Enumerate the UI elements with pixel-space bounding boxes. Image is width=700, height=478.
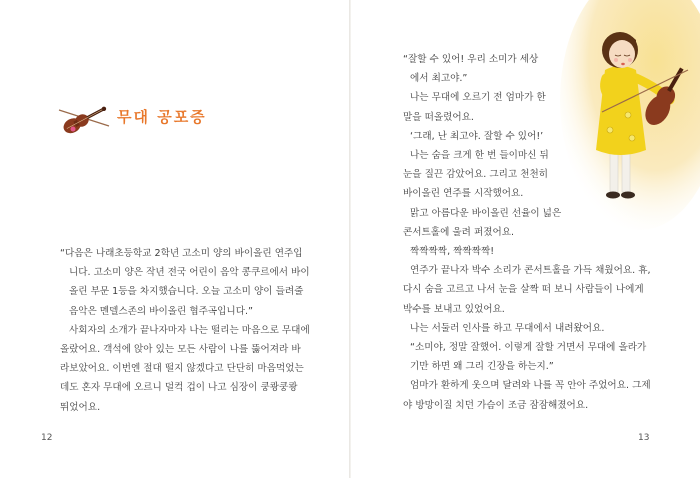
paragraph-line: 짝짝짝짝, 짝짝짝짝! bbox=[410, 246, 495, 258]
paragraph-line: 바이올린 연주를 시작했어요. bbox=[403, 188, 524, 200]
paragraph-line: ‘그래, 난 최고야. 잘할 수 있어!’ bbox=[410, 130, 544, 142]
paragraph-line: 뛰었어요. bbox=[60, 401, 101, 413]
paragraph-line: 기만 하면 왜 그리 긴장을 하는지.” bbox=[410, 361, 554, 373]
paragraph-line: 연주가 끝나자 박수 소리가 콘서트홀을 가득 채웠어요. 휴, bbox=[410, 265, 651, 277]
paragraph-line: 나는 서둘러 인사를 하고 무대에서 내려왔어요. bbox=[410, 322, 605, 334]
paragraph-line: 올랐어요. 객석에 앉아 있는 모든 사람이 나를 뚫어져라 바 bbox=[60, 344, 301, 356]
chapter-heading bbox=[55, 94, 207, 138]
paragraph-line: 니다. 고소미 양은 작년 전국 어린이 음악 콩쿠르에서 바이 bbox=[69, 267, 310, 279]
paragraph-line: 음악은 멘델스존의 바이올린 협주곡입니다.” bbox=[69, 305, 253, 317]
page-number-left: 12 bbox=[41, 433, 53, 443]
paragraph-line: 말을 떠올렸어요. bbox=[403, 111, 474, 123]
paragraph-line: 다시 숨을 고르고 나서 눈을 살짝 떠 보니 사람들이 나에게 bbox=[403, 284, 644, 296]
paragraph-line: 나는 숨을 크게 한 번 들이마신 뒤 bbox=[410, 150, 549, 162]
paragraph-line: 엄마가 환하게 웃으며 달려와 나를 꼭 안아 주었어요. 그제 bbox=[410, 380, 651, 392]
paragraph-line: 눈을 질끈 감았어요. 그리고 천천히 bbox=[403, 169, 548, 181]
right-page-text bbox=[403, 50, 653, 415]
page-number-right: 13 bbox=[638, 433, 650, 443]
left-page bbox=[0, 0, 349, 478]
paragraph-line: 라보았어요. 이번엔 절대 떨지 않겠다고 단단히 마음먹었는 bbox=[60, 363, 304, 375]
violin-icon bbox=[55, 96, 113, 136]
paragraph-line: “잘할 수 있어! 우리 소미가 세상 bbox=[403, 54, 539, 65]
paragraph-line: “소미야, 정말 잘했어. 이렇게 잘할 거면서 무대에 올라가 bbox=[410, 342, 647, 354]
paragraph-line: 박수를 보내고 있었어요. bbox=[403, 303, 505, 315]
paragraph-line: 맑고 아름다운 바이올린 선율이 넓은 bbox=[410, 207, 562, 219]
paragraph-line: 데도 혼자 무대에 오르니 덜컥 겁이 나고 심장이 쿵쾅쿵쾅 bbox=[60, 382, 298, 394]
paragraph-line: 나는 무대에 오르기 전 엄마가 한 bbox=[410, 92, 546, 104]
left-page-text bbox=[60, 244, 315, 417]
paragraph-line: 콘서트홀에 울려 퍼졌어요. bbox=[403, 226, 515, 238]
paragraph-line: “다음은 나래초등학교 2학년 고소미 양의 바이올린 연주입 bbox=[60, 248, 303, 259]
paragraph-line: 사회자의 소개가 끝나자마자 나는 떨리는 마음으로 무대에 bbox=[69, 324, 310, 336]
chapter-title: 무대 공포증 bbox=[117, 107, 207, 126]
paragraph-line: 야 방망이질 치던 가슴이 조금 잠잠해졌어요. bbox=[403, 399, 589, 411]
paragraph-line: 올린 부문 1등을 차지했습니다. 오늘 고소미 양이 들려줄 bbox=[69, 286, 304, 298]
paragraph-line: 에서 최고야.” bbox=[410, 73, 468, 85]
